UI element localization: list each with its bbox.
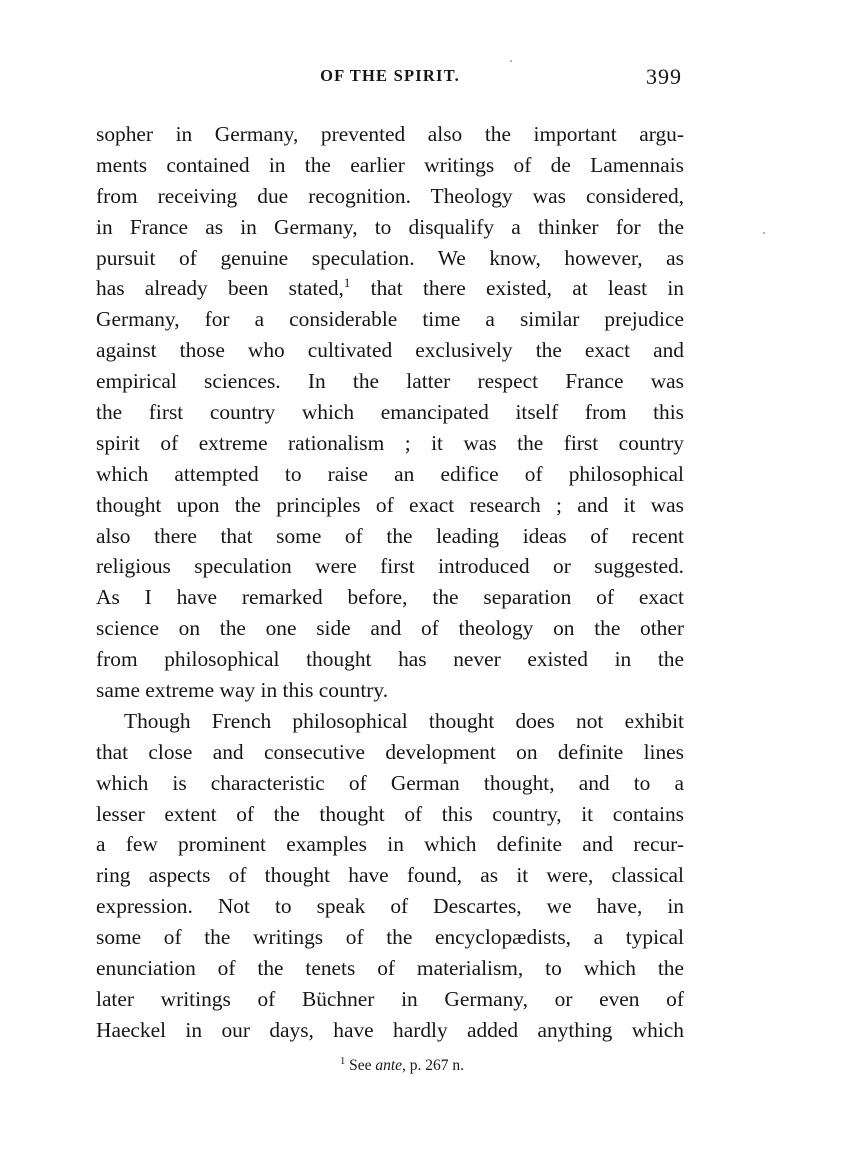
paragraph-1	[96, 119, 684, 706]
text-line: that close and consecutive development on definite lines	[96, 739, 684, 764]
text-line: Though French philosophical thought does not exhibit	[124, 708, 684, 733]
paper-speck	[763, 232, 765, 234]
footnote-marker: 1	[339, 1055, 346, 1067]
text-line: same extreme way in this country.	[96, 678, 389, 703]
text-line: against those who cultivated exclusively the exact and	[96, 338, 684, 363]
text-line: later writings of Büchner in Germany, or even of	[96, 986, 684, 1011]
paper-speck	[510, 60, 512, 62]
book-page	[96, 62, 684, 1076]
running-title: OF THE SPIRIT.	[320, 66, 460, 85]
text-line: Haeckel in our days, have hardly added anything which	[96, 1017, 684, 1042]
text-line: the first country which emancipated itself from this	[96, 400, 684, 425]
text-line: religious speculation were first introduced or suggested.	[96, 554, 684, 579]
text-line: spirit of extreme rationalism ; it was the first country	[96, 430, 684, 455]
footnote-text: , p. 267 n.	[402, 1056, 465, 1074]
text-line: pursuit of genuine speculation. We know, however, as	[96, 245, 684, 270]
text-line: As I have remarked before, the separation of exact	[96, 585, 684, 610]
text-line: from philosophical thought has never existed in the	[96, 647, 684, 672]
text-line: science on the one side and of theology on the other	[96, 616, 684, 641]
text-line: a few prominent examples in which definite and recur-	[96, 832, 684, 857]
text-line: sopher in Germany, prevented also the important argu-	[96, 122, 684, 146]
text-line: some of the writings of the encyclopædists, a typical	[96, 925, 684, 950]
text-fragment: has already been stated,	[96, 276, 344, 301]
text-line: enunciation of the tenets of materialism, to which the	[96, 956, 684, 981]
text-line: which attempted to raise an edifice of philosophical	[96, 461, 684, 486]
running-head	[96, 62, 684, 98]
footnote	[96, 1056, 684, 1076]
text-line: expression. Not to speak of Descartes, we have, in	[96, 894, 684, 919]
text-line: also there that some of the leading ideas of recent	[96, 523, 684, 548]
text-line: Germany, for a considerable time a similar prejudice	[96, 307, 684, 332]
text-line: empirical sciences. In the latter respect France was	[96, 369, 684, 394]
body-text	[96, 119, 684, 1046]
text-fragment: that there existed, at least in	[350, 276, 684, 301]
footnote-reference: 1	[343, 275, 351, 291]
text-line: ring aspects of thought have found, as it were, classical	[96, 863, 684, 888]
text-line: thought upon the principles of exact research ; and it was	[96, 492, 684, 517]
text-line-with-footnote-ref	[96, 273, 684, 304]
text-line: from receiving due recognition. Theology was considered,	[96, 183, 684, 208]
paragraph-2	[96, 706, 684, 1046]
text-line: which is characteristic of German thought, and to a	[96, 770, 684, 795]
footnote-text: See	[345, 1056, 376, 1074]
text-line: in France as in Germany, to disqualify a thinker for the	[96, 214, 684, 239]
text-line: lesser extent of the thought of this country, it contains	[96, 801, 684, 826]
text-line: ments contained in the earlier writings of de Lamennais	[96, 152, 684, 177]
footnote-italic-word: ante	[375, 1056, 403, 1074]
page-number: 399	[646, 64, 682, 89]
